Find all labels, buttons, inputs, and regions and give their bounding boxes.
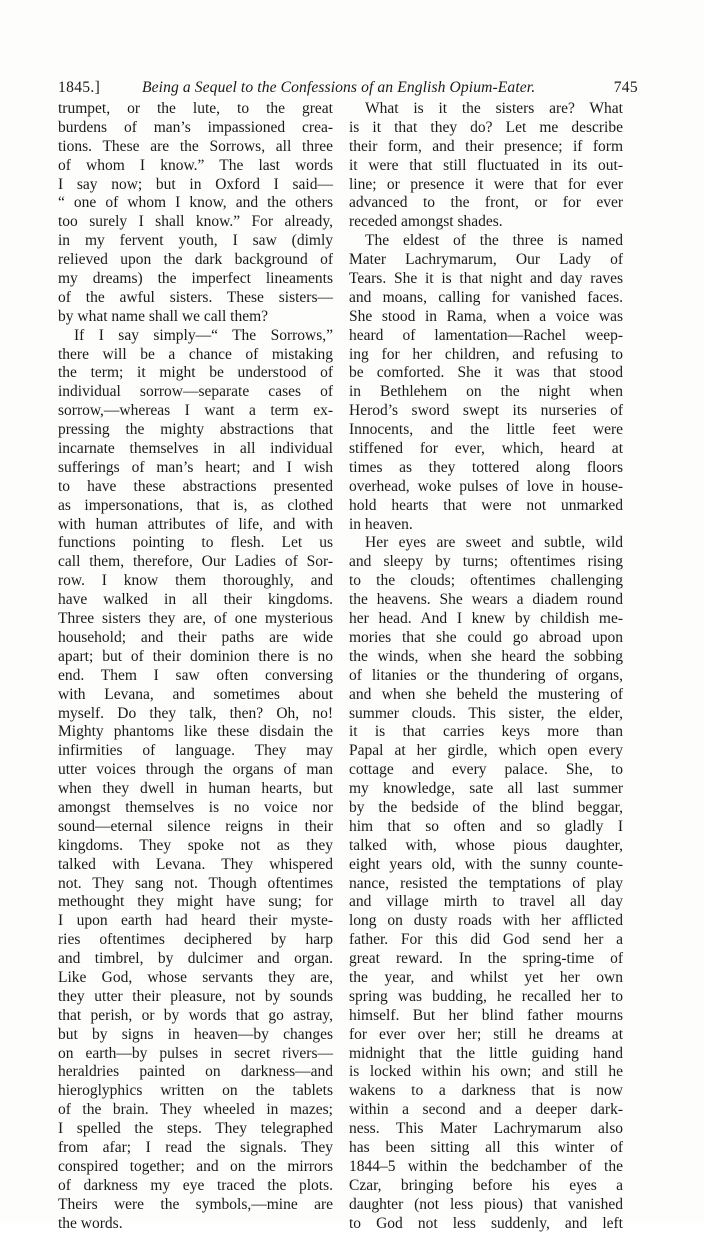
text-line: be comforted. She it was that stood	[349, 364, 623, 382]
text-line: hieroglyphics written on the tablets	[58, 1082, 333, 1100]
right-column	[349, 100, 623, 1233]
text-line: to have these abstractions presented	[58, 477, 333, 495]
text-line: functions pointing to flesh. Let us	[58, 534, 333, 552]
text-line: by the bedside of the blind beggar,	[349, 798, 623, 816]
text-line: great reward. In the spring-time of	[349, 950, 623, 968]
text-line: when they dwell in human hearts, but	[58, 780, 333, 798]
text-line: end. Them I saw often conversing	[58, 666, 333, 684]
text-line: pressing the mighty abstractions that	[58, 421, 333, 439]
text-line: relieved upon the dark background of	[58, 251, 333, 269]
text-line: the winds, when she heard the sobbing	[349, 647, 623, 665]
text-line: for ever over her; still he dreams at	[349, 1025, 623, 1043]
text-line: and when she beheld the mustering of	[349, 685, 623, 703]
text-line: What is it the sisters are? What	[365, 100, 623, 117]
text-line: Mater Lachrymarum, Our Lady of	[349, 251, 623, 269]
text-line: him that so often and so gladly I	[349, 817, 623, 835]
text-line: has been sitting all this winter of	[349, 1138, 623, 1156]
text-line: spring was budding, he recalled her to	[349, 987, 623, 1005]
text-line: in heaven.	[349, 515, 413, 533]
text-line: incarnate themselves in all individual	[58, 440, 333, 458]
text-line: to the clouds; oftentimes challenging	[349, 572, 623, 590]
text-line: Like God, whose servants they are,	[58, 968, 333, 986]
text-line: Czar, bringing before his eyes a	[349, 1176, 623, 1194]
text-line: that perish, or by words that go astray,	[58, 1006, 333, 1024]
text-line: is locked within his own; and still he	[349, 1063, 623, 1081]
text-line: on earth—by pulses in secret rivers—	[58, 1044, 333, 1062]
text-line: Herod’s sword swept its nurseries of	[349, 402, 623, 420]
text-line: and village mirth to travel all day	[349, 893, 623, 911]
text-line: Innocents, and the little feet were	[349, 421, 623, 439]
text-line: sound—eternal silence reigns in their	[58, 817, 333, 835]
text-line: of litanies or the thundering of organs,	[349, 666, 623, 684]
text-line: it were that still fluctuated in its out-	[349, 156, 623, 174]
text-line: summer clouds. This sister, the elder,	[349, 704, 623, 722]
text-line: utter voices through the organs of man	[58, 761, 333, 779]
text-line: have walked in all their kingdoms.	[58, 591, 333, 609]
text-line: of the brain. They wheeled in mazes;	[58, 1101, 333, 1119]
text-line: daughter (not less pious) that vanished	[349, 1195, 623, 1213]
page-number: 745	[613, 79, 638, 96]
text-line: heraldries painted on darkness—and	[58, 1063, 333, 1081]
text-line: heard of lamentation—Rachel weep-	[349, 326, 623, 344]
text-line: the year, and whilst yet her own	[349, 968, 623, 986]
text-line: is it that they do? Let me describe	[349, 118, 623, 136]
text-line: the heavens. She wears a diadem round	[349, 591, 623, 609]
text-line: with human attributes of life, and with	[58, 515, 333, 533]
text-line: long on dusty roads with her afflicted	[349, 912, 623, 930]
text-line: her head. And I knew by childish me-	[349, 610, 623, 628]
text-line: Three sisters they are, of one mysterious	[58, 610, 333, 628]
text-line: not. They sang not. Though oftentimes	[58, 874, 333, 892]
header-year: 1845.]	[58, 79, 101, 96]
text-line: as impersonations, that is, as clothed	[58, 496, 333, 514]
text-line: receded amongst shades.	[349, 213, 503, 231]
text-line: She stood in Rama, when a voice was	[349, 307, 623, 325]
text-line: nance, resisted the temptations of play	[349, 874, 623, 892]
text-line: talked with Levana. They whispered	[58, 855, 333, 873]
text-line: ries oftentimes deciphered by harp	[58, 931, 333, 949]
text-line: household; and their paths are wide	[58, 628, 333, 646]
text-line: eight years old, with the sunny counte-	[349, 855, 623, 873]
text-line: mories that she could go abroad upon	[349, 628, 623, 646]
text-line: Theirs were the symbols,—mine are	[58, 1195, 333, 1213]
text-line: to God not less suddenly, and left	[349, 1214, 623, 1232]
text-line: The eldest of the three is named	[365, 232, 623, 250]
text-line: trumpet, or the lute, to the great	[58, 100, 333, 117]
text-line: burdens of man’s impassioned crea-	[58, 118, 333, 136]
text-line: stiffened for ever, which, heard at	[349, 440, 623, 458]
text-line: sorrow,—whereas I want a term ex-	[58, 402, 333, 420]
text-line: kingdoms. They spoke not as they	[58, 836, 333, 854]
text-line: times as they tottered along floors	[349, 458, 623, 476]
text-line: in Bethlehem on the night when	[349, 383, 623, 401]
text-line: myself. Do they talk, then? Oh, no!	[58, 704, 333, 722]
text-line: it is that carries keys more than	[349, 723, 623, 741]
text-line: in my fervent youth, I saw (dimly	[58, 232, 333, 250]
text-line: infirmities of language. They may	[58, 742, 333, 760]
text-line: amongst themselves is no voice nor	[58, 798, 333, 816]
text-line: there will be a chance of mistaking	[58, 345, 333, 363]
text-line: by what name shall we call them?	[58, 307, 269, 325]
text-line: and sleepy by turns; oftentimes rising	[349, 553, 623, 571]
text-line: too surely I shall know.” For already,	[58, 213, 333, 231]
text-line: my dreams) the imperfect lineaments	[58, 270, 333, 288]
text-line: talked with, whose pious daughter,	[349, 836, 623, 854]
text-line: cottage and every palace. She, to	[349, 761, 623, 779]
text-line: “ one of whom I know, and the others	[58, 194, 333, 212]
text-line: row. I know them thoroughly, and	[58, 572, 333, 590]
text-line: individual sorrow—separate cases of	[58, 383, 333, 401]
text-line: ness. This Mater Lachrymarum also	[349, 1120, 623, 1138]
text-line: line; or presence it were that for ever	[349, 175, 623, 193]
text-line: 1844–5 within the bedchamber of the	[349, 1157, 623, 1175]
left-column	[58, 100, 333, 1233]
text-line: of whom I know.” The last words	[58, 156, 333, 174]
text-line: and moans, calling for vanished faces.	[349, 288, 623, 306]
header-title: Being a Sequel to the Confessions of an English Opium-Eater.	[142, 79, 536, 96]
running-head	[58, 78, 638, 98]
text-line: I upon earth had heard their myste-	[58, 912, 333, 930]
text-line: Papal at her girdle, which open every	[349, 742, 623, 760]
text-line: midnight that the little guiding hand	[349, 1044, 623, 1062]
text-line: their form, and their presence; if form	[349, 137, 623, 155]
text-line: and timbrel, by dulcimer and organ.	[58, 950, 333, 968]
text-line: of the awful sisters. These sisters—	[58, 288, 333, 306]
text-line: from afar; I read the signals. They	[58, 1138, 333, 1156]
text-line: they utter their pleasure, not by sounds	[58, 987, 333, 1005]
text-line: overhead, woke pulses of love in house-	[349, 477, 623, 495]
text-line: hold hearts that were not unmarked	[349, 496, 623, 514]
text-line: Mighty phantoms like these disdain the	[58, 723, 333, 741]
text-line: tions. These are the Sorrows, all three	[58, 137, 333, 155]
text-line: ing for her children, and refusing to	[349, 345, 623, 363]
text-line: Her eyes are sweet and subtle, wild	[365, 534, 623, 552]
text-line: the term; it might be understood of	[58, 364, 333, 382]
text-line: wakens to a darkness that is now	[349, 1082, 623, 1100]
text-line: I say now; but in Oxford I said—	[58, 175, 333, 193]
text-line: If I say simply—“ The Sorrows,”	[74, 326, 333, 344]
text-line: conspired together; and on the mirrors	[58, 1157, 333, 1175]
text-line: call them, therefore, Our Ladies of Sor-	[58, 553, 333, 571]
text-line: I spelled the steps. They telegraphed	[58, 1120, 333, 1138]
text-line: sufferings of man’s heart; and I wish	[58, 458, 333, 476]
text-line: apart; but of their dominion there is no	[58, 647, 333, 665]
text-line: my knowledge, sate all last summer	[349, 780, 623, 798]
text-line: but by signs in heaven—by changes	[58, 1025, 333, 1043]
text-line: the words.	[58, 1214, 123, 1232]
text-line: with Levana, and sometimes about	[58, 685, 333, 703]
text-line: of darkness my eye traced the plots.	[58, 1176, 333, 1194]
text-line: Tears. She it is that night and day raves	[349, 270, 623, 288]
text-line: father. For this did God send her a	[349, 931, 623, 949]
text-line: advanced to the front, or for ever	[349, 194, 623, 212]
text-line: himself. But her blind father mourns	[349, 1006, 623, 1024]
text-line: within a second and a deeper dark-	[349, 1101, 623, 1119]
text-line: methought they might have sung; for	[58, 893, 333, 911]
